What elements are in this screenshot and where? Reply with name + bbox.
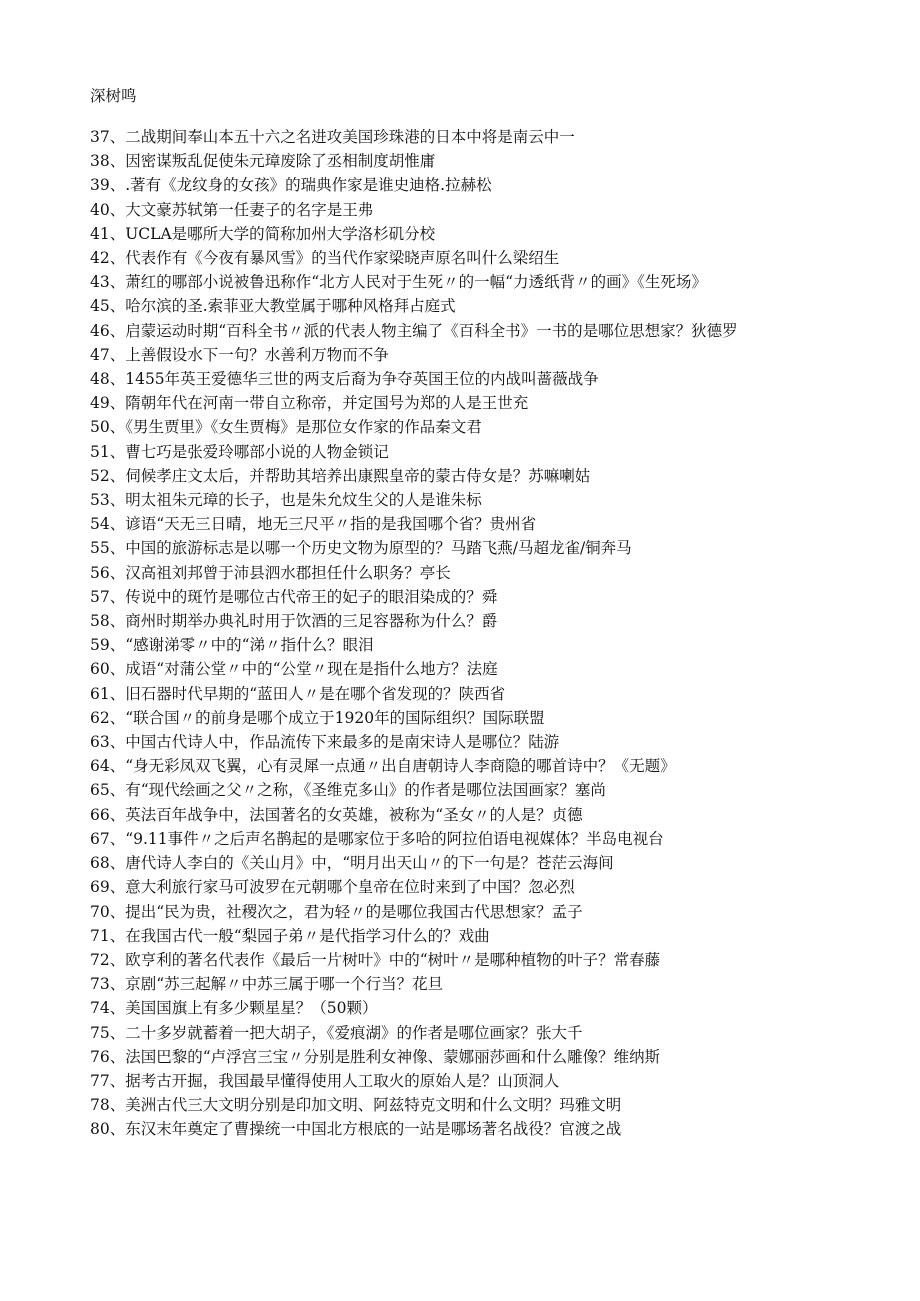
question-item: 65、有“现代绘画之父〃之称，《圣维克多山》的作者是哪位法国画家？塞尚 — [90, 781, 606, 800]
question-item: 76、法国巴黎的“卢浮宫三宝〃分别是胜利女神像、蒙娜丽莎画和什么雕像？维纳斯 — [90, 1047, 661, 1066]
question-item: 48、1455年英王爱德华三世的两支后裔为争夺英国王位的内战叫蔷薇战争 — [90, 370, 599, 389]
question-item: 67、“9.11事件〃之后声名鹊起的是哪家位于多哈的阿拉伯语电视媒体？半岛电视台 — [90, 829, 664, 848]
question-item: 78、美洲古代三大文明分别是印加文明、阿兹特克文明和什么文明？玛雅文明 — [90, 1096, 622, 1115]
question-item: 66、英法百年战争中，法国著名的女英雄，被称为“圣女〃的人是？贞德 — [90, 805, 583, 824]
question-item: 61、旧石器时代早期的“蓝田人〃是在哪个省发现的？陕西省 — [90, 684, 506, 703]
document-title: 深树鸣 — [90, 87, 137, 105]
question-item: 40、大文豪苏轼第一任妻子的名字是王弗 — [90, 200, 374, 219]
question-item: 55、中国的旅游标志是以哪一个历史文物为原型的？马踏飞燕/马超龙雀/铜奔马 — [90, 539, 632, 558]
question-item: 47、上善假设水下一句？水善利万物而不争 — [90, 345, 389, 364]
question-item: 68、唐代诗人李白的《关山月》中，“明月出天山〃的下一句是？苍茫云海间 — [90, 854, 614, 873]
question-item: 80、东汉末年奠定了曹操统一中国北方根底的一站是哪场著名战役？官渡之战 — [90, 1120, 622, 1139]
question-item: 37、二战期间奉山本五十六之名进攻美国珍珠港的日本中将是南云中一 — [90, 128, 575, 146]
question-item: 54、谚语“天无三日晴，地无三尺平〃指的是我国哪个省？贵州省 — [90, 515, 537, 534]
question-item: 58、商州时期举办典礼时用于饮酒的三足容器称为什么？爵 — [90, 612, 498, 631]
question-item: 57、传说中的斑竹是哪位古代帝王的妃子的眼泪染成的？舜 — [90, 587, 498, 606]
question-item: 71、在我国古代一般“梨园子弟〃是代指学习什么的？戏曲 — [90, 926, 490, 945]
question-item: 53、明太祖朱元璋的长子，也是朱允炆生父的人是谁朱标 — [90, 491, 482, 510]
question-item: 38、因密谋叛乱促使朱元璋废除了丞相制度胡惟庸 — [90, 152, 436, 171]
question-item: 41、UCLA是哪所大学的简称加州大学洛杉矶分校 — [90, 224, 436, 243]
question-item: 49、隋朝年代在河南一带自立称帝，并定国号为郑的人是王世充 — [90, 394, 529, 413]
question-item: 73、京剧“苏三起解〃中苏三属于哪一个行当？花旦 — [90, 975, 444, 994]
question-item: 46、启蒙运动时期“百科全书〃派的代表人物主编了《百科全书》一书的是哪位思想家？狄德罗 — [90, 321, 738, 340]
question-item: 50、《男生贾里》《女生贾梅》是那位女作家的作品秦文君 — [90, 418, 482, 437]
question-item: 51、曹七巧是张爱玲哪部小说的人物金锁记 — [90, 442, 389, 461]
question-item: 75、二十多岁就蓄着一把大胡子，《爱痕湖》的作者是哪位画家？张大千 — [90, 1023, 583, 1042]
question-item: 42、代表作有《今夜有暴风雪》的当代作家梁晓声原名叫什么梁绍生 — [90, 249, 560, 268]
question-item: 59、“感谢涕零〃中的“涕〃指什么？眼泪 — [90, 636, 374, 655]
question-item: 60、成语“对蒲公堂〃中的“公堂〃现在是指什么地方？法庭 — [90, 660, 498, 679]
question-item: 74、美国国旗上有多少颗星星？（50颗） — [90, 999, 378, 1018]
question-item: 52、伺候孝庄文太后，并帮助其培养出康熙皇帝的蒙古侍女是？苏嘛喇姑 — [90, 466, 591, 485]
question-item: 39、.著有《龙纹身的女孩》的瑞典作家是谁史迪格.拉赫松 — [90, 176, 492, 195]
question-item: 62、“联合国〃的前身是哪个成立于1920年的国际组织？国际联盟 — [90, 708, 545, 727]
question-item: 56、汉高祖刘邦曾于沛县泗水郡担任什么职务？亭长 — [90, 563, 451, 582]
question-item: 43、萧红的哪部小说被鲁迅称作“北方人民对于生死〃的一幅“力透纸背〃的画》《生死场》 — [90, 273, 707, 292]
question-item: 77、据考古开掘，我国最早懂得使用人工取火的原始人是？山顶洞人 — [90, 1071, 560, 1090]
question-item: 45、哈尔滨的圣.索菲亚大教堂属于哪种风格拜占庭式 — [90, 297, 456, 316]
question-list — [90, 125, 830, 1142]
question-item: 64、“身无彩凤双飞翼，心有灵犀一点通〃出自唐朝诗人李商隐的哪首诗中？《无题》 — [90, 757, 676, 776]
question-item: 69、意大利旅行家马可波罗在元朝哪个皇帝在位时来到了中国？忽必烈 — [90, 878, 575, 897]
question-item: 70、提出“民为贵，社稷次之，君为轻〃的是哪位我国古代思想家？孟子 — [90, 902, 583, 921]
question-item: 72、欧亨利的著名代表作《最后一片树叶》中的“树叶〃是哪种植物的叶子？常春藤 — [90, 950, 661, 969]
question-item: 63、中国古代诗人中，作品流传下来最多的是南宋诗人是哪位？陆游 — [90, 733, 560, 752]
